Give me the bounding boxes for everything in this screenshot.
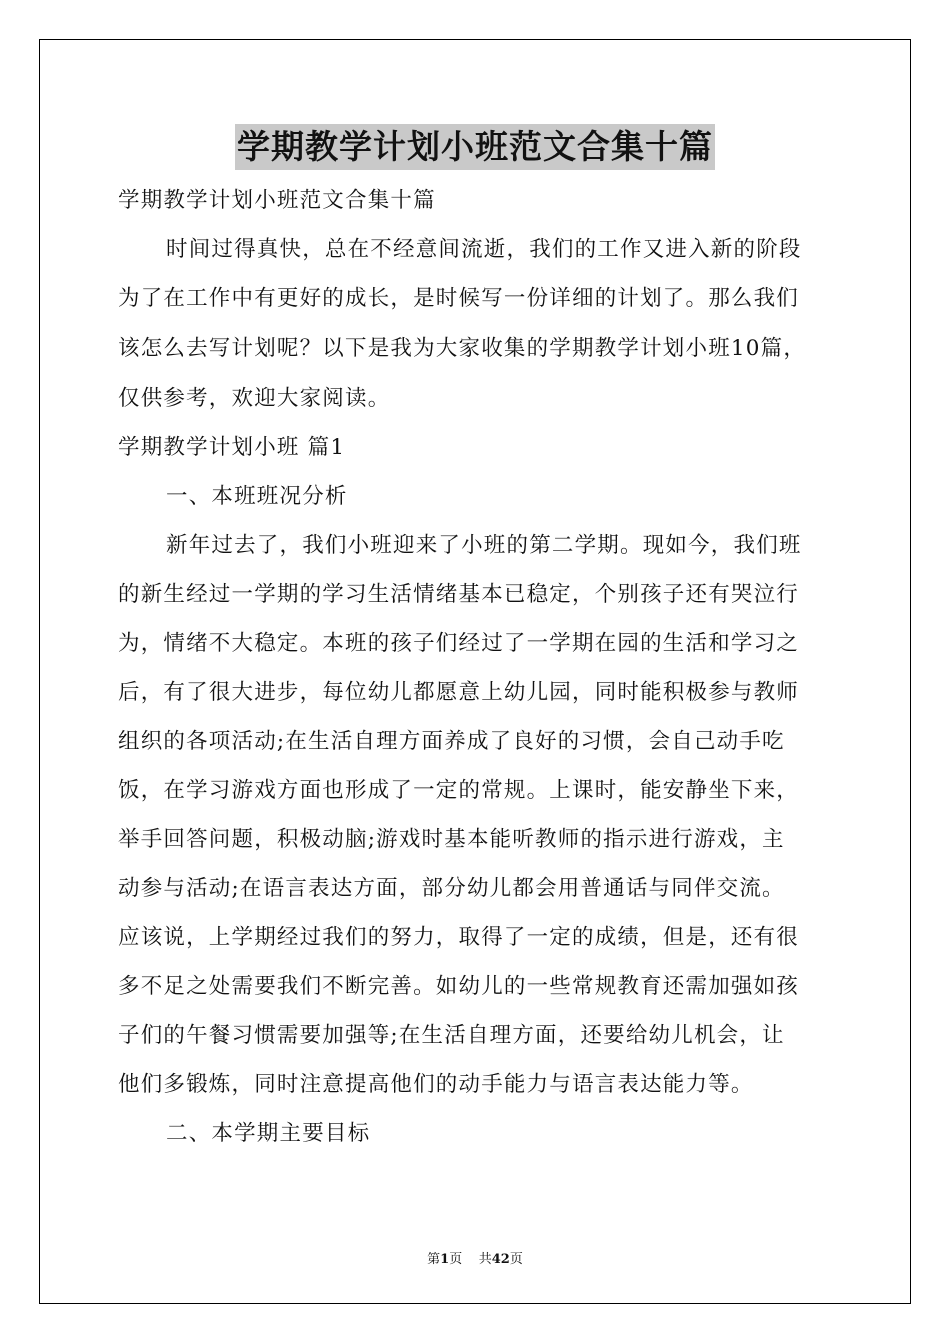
- section-heading: 学期教学计划小班 篇1: [118, 435, 346, 460]
- intro-line-2: 为了在工作中有更好的成长，是时候写一份详细的计划了。那么我们: [118, 286, 800, 311]
- body-line: 多不足之处需要我们不断完善。如幼儿的一些常规教育还需加强如孩: [118, 974, 800, 999]
- body-line: 应该说，上学期经过我们的努力，取得了一定的成绩，但是，还有很: [118, 925, 800, 950]
- body-line: 的新生经过一学期的学习生活情绪基本已稳定，个别孩子还有哭泣行: [118, 582, 800, 607]
- body-line: 他们多锻炼，同时注意提高他们的动手能力与语言表达能力等。: [118, 1072, 754, 1097]
- footer-page-mid: 页 共: [449, 1252, 492, 1267]
- body-line: 子们的午餐习惯需要加强等;在生活自理方面，还要给幼儿机会，让: [118, 1023, 785, 1048]
- document-title: 学期教学计划小班范文合集十篇: [235, 124, 715, 170]
- footer-page-suffix: 页: [509, 1252, 523, 1267]
- page-footer: [0, 1248, 950, 1267]
- body-line: 后，有了很大进步，每位幼儿都愿意上幼儿园，同时能积极参与教师: [118, 680, 800, 705]
- body-line: 动参与活动;在语言表达方面，部分幼儿都会用普通话与同伴交流。: [118, 876, 785, 901]
- intro-line-3: 该怎么去写计划呢？以下是我为大家收集的学期教学计划小班10篇，: [118, 336, 807, 361]
- footer-total-pages: 42: [491, 1252, 510, 1267]
- footer-current-page: 1: [440, 1252, 450, 1267]
- document-body: [118, 176, 834, 1158]
- body-line: 组织的各项活动;在生活自理方面养成了良好的习惯，会自己动手吃: [118, 729, 785, 754]
- intro-line-4: 仅供参考，欢迎大家阅读。: [118, 386, 391, 411]
- heading-semester-goals: 二、本学期主要目标: [166, 1121, 371, 1146]
- document-subtitle: 学期教学计划小班范文合集十篇: [118, 188, 436, 213]
- body-line: 举手回答问题，积极动脑;游戏时基本能听教师的指示进行游戏，主: [118, 827, 785, 852]
- body-line: 为，情绪不大稳定。本班的孩子们经过了一学期在园的生活和学习之: [118, 631, 800, 656]
- body-line: 新年过去了，我们小班迎来了小班的第二学期。现如今，我们班: [166, 533, 802, 558]
- body-line: 饭，在学习游戏方面也形成了一定的常规。上课时，能安静坐下来，: [118, 778, 800, 803]
- footer-page-prefix: 第: [427, 1252, 441, 1267]
- heading-situation-analysis: 一、本班班况分析: [166, 484, 348, 509]
- intro-line-1: 时间过得真快，总在不经意间流逝，我们的工作又进入新的阶段: [166, 237, 802, 262]
- title-container: [0, 124, 950, 170]
